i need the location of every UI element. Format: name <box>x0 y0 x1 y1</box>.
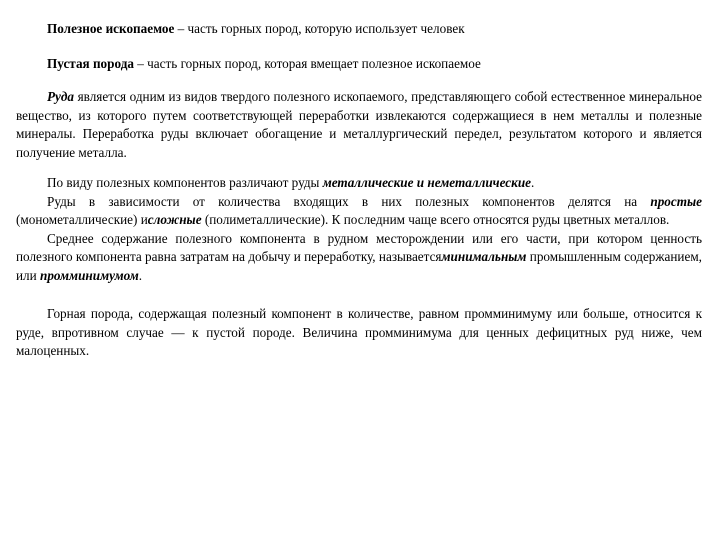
term-complex: сложные <box>147 212 202 228</box>
paragraph-rock <box>16 305 702 361</box>
term-metallic-nonmetallic: металлические и неметаллические <box>322 175 532 190</box>
ore-types-section <box>16 174 702 286</box>
text-run: промышленным содержанием, или <box>16 249 702 283</box>
paragraph-minimum-content <box>16 230 702 286</box>
paragraph-text: Горная порода, содержащая полезный компонент в количестве, равном промминимуму или больше, относится к руде, впротивном случае — к пустой породе. Величина промминимума для ценных дефицитных руд ниже, чем малоценных. <box>16 306 702 359</box>
definition-waste-rock <box>16 55 702 74</box>
paragraph-ore <box>16 88 702 162</box>
term-waste-rock: Пустая порода <box>47 56 134 71</box>
text-run: . <box>531 175 535 190</box>
term-useful-mineral: Полезное ископаемое <box>47 21 175 36</box>
text-run: . <box>138 267 143 283</box>
text-run: (полиметаллические). К последним чаще всего относятся руды цветных металлов. <box>201 212 670 228</box>
definition-text: – часть горных пород, которую использует человек <box>174 21 465 36</box>
text-run: По виду полезных компонентов различают руды <box>47 175 323 190</box>
paragraph-ore-kinds <box>16 174 702 193</box>
paragraph-simple-complex <box>16 193 702 230</box>
text-run: (монометаллические) и <box>16 212 148 228</box>
text-run: Руды в зависимости от количества входящих в них полезных компонентов делятся на <box>47 193 651 209</box>
term-ore: Руда <box>47 89 75 104</box>
paragraph-text: является одним из видов твердого полезного ископаемого, представляющего собой естественное минеральное вещество, из которого путем соответствующей переработки извлекаются содержащиеся в нем металлы и полезные минералы. Переработка руды включает обогащение и металлургический передел, результатом которого и является получение металла. <box>16 89 702 160</box>
text-run: Среднее содержание полезного компонента в рудном месторождении или его части, при котором ценность полезного компонента равна затратам на добычу и переработку, называется <box>16 230 702 265</box>
definition-useful-mineral <box>16 20 702 39</box>
definition-text: – часть горных пород, которая вмещает полезное ископаемое <box>133 56 481 71</box>
term-promminimum: промминимумом <box>40 267 139 283</box>
term-simple: простые <box>650 193 702 209</box>
term-minimal: минимальным <box>441 249 527 265</box>
